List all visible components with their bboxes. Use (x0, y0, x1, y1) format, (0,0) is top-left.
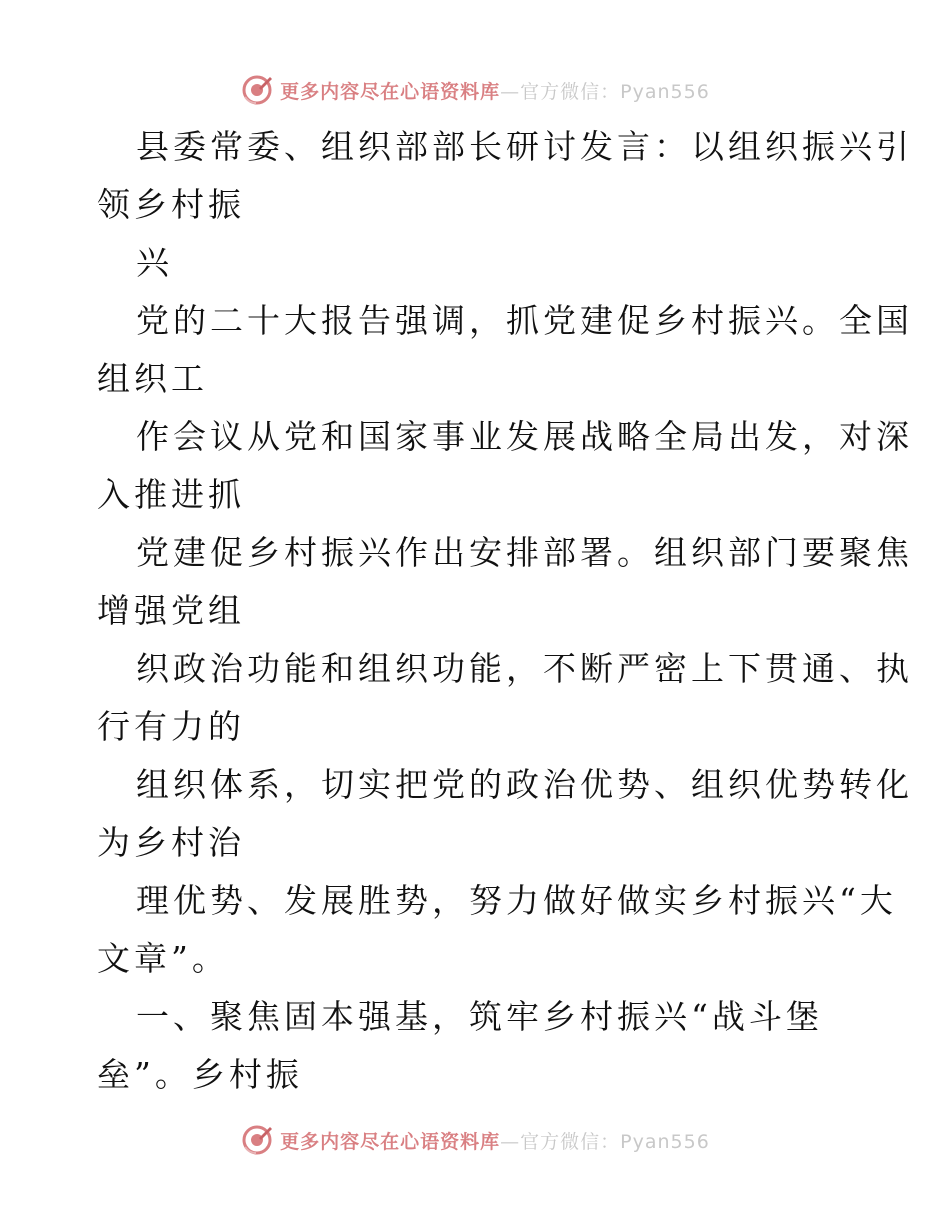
watermark-text (280, 77, 710, 104)
watermark-dash: — (500, 1130, 521, 1153)
header-watermark (0, 70, 950, 110)
body-line: 县委常委、组织部部长研讨发言：以组织振兴引 (136, 127, 913, 166)
body-line: 组织工 (97, 359, 208, 398)
pen-nib-logo-icon (240, 73, 274, 107)
watermark-wechat: 官方微信：Pyan556 (520, 80, 710, 103)
body-line: 入推进抓 (97, 475, 245, 514)
body-line: 组织体系，切实把党的政治优势、组织优势转化 (136, 765, 913, 804)
body-line: 行有力的 (97, 707, 245, 746)
body-line: 理优势、发展胜势，努力做好做实乡村振兴“大 (136, 881, 897, 920)
body-line: 党建促乡村振兴作出安排部署。组织部门要聚焦 (136, 533, 913, 572)
footer-watermark (0, 1120, 950, 1160)
watermark-text (280, 1127, 710, 1154)
body-line: 文章”。 (97, 939, 229, 978)
pen-nib-logo-icon (240, 1123, 274, 1157)
watermark-brand: 更多内容尽在心语资料库 (280, 1130, 501, 1153)
body-line: 作会议从党和国家事业发展战略全局出发，对深 (136, 417, 913, 456)
body-line: 兴 (136, 243, 173, 282)
document-body (97, 118, 913, 1104)
watermark-dash: — (500, 80, 521, 103)
body-line: 织政治功能和组织功能，不断严密上下贯通、执 (136, 649, 913, 688)
body-line: 为乡村治 (97, 823, 245, 862)
body-line: 垒”。乡村振 (97, 1055, 303, 1094)
body-line: 一、聚焦固本强基，筑牢乡村振兴“战斗堡 (136, 997, 823, 1036)
body-line: 领乡村振 (97, 185, 245, 224)
body-line: 党的二十大报告强调，抓党建促乡村振兴。全国 (136, 301, 913, 340)
watermark-brand: 更多内容尽在心语资料库 (280, 80, 501, 103)
watermark-wechat: 官方微信：Pyan556 (520, 1130, 710, 1153)
body-line: 增强党组 (97, 591, 245, 630)
